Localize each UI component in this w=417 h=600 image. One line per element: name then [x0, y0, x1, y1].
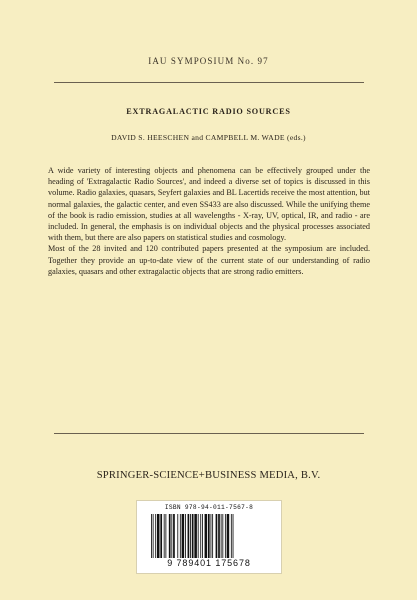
barcode-bar — [202, 514, 203, 558]
barcode-bar — [151, 514, 152, 558]
barcode-bar — [192, 514, 194, 558]
barcode-bar — [225, 514, 226, 558]
barcode-bar — [233, 514, 234, 558]
barcode-bar — [218, 514, 220, 558]
barcode-bar — [164, 514, 165, 558]
editors-line: DAVID S. HEESCHEN and CAMPBELL M. WADE (eds.) — [111, 133, 306, 142]
barcode-bar — [157, 514, 160, 558]
barcode-bar — [205, 514, 208, 558]
barcode-bar — [190, 514, 191, 558]
book-title: EXTRAGALACTIC RADIO SOURCES — [126, 107, 291, 116]
description-paragraph-2: Most of the 28 invited and 120 contributed papers presented at the symposium are included. Together they provide an up-to-date view of the current state of our understanding of radio galaxies, quasars and other extragalactic objects that are strong radio emitters. — [48, 244, 370, 276]
barcode-bar — [155, 514, 156, 558]
barcode-bar — [200, 514, 201, 558]
barcode-bar — [180, 514, 181, 558]
bottom-divider — [54, 433, 364, 434]
barcode-image — [151, 514, 269, 558]
barcode-bar — [182, 514, 185, 558]
barcode-label — [136, 500, 282, 574]
barcode-bar — [153, 514, 154, 558]
barcode-bar — [211, 514, 212, 558]
barcode-digits: 9 789401 175678 — [167, 558, 251, 568]
barcode-bar — [171, 514, 172, 558]
top-divider — [54, 82, 364, 83]
barcode-bar — [208, 514, 210, 558]
barcode-bar — [188, 514, 190, 558]
isbn-text: ISBN 978-94-011-7567-8 — [164, 504, 254, 511]
barcode-bar — [160, 514, 162, 558]
barcode-bar — [227, 514, 230, 558]
barcode-bar — [177, 514, 178, 558]
publisher-name: SPRINGER-SCIENCE+BUSINESS MEDIA, B.V. — [96, 470, 321, 481]
barcode-bar — [221, 514, 222, 558]
barcode-bar — [222, 514, 223, 558]
series-label: IAU SYMPOSIUM No. 97 — [148, 56, 269, 66]
barcode-bar — [185, 514, 186, 558]
barcode-bar — [194, 514, 197, 558]
barcode-bar — [212, 514, 213, 558]
description — [48, 165, 370, 277]
barcode-bar — [198, 514, 199, 558]
barcode-bar — [216, 514, 218, 558]
barcode-bar — [169, 514, 171, 558]
barcode-bar — [165, 514, 166, 558]
barcode-bar — [231, 514, 232, 558]
barcode-bar — [173, 514, 175, 558]
description-paragraph-1: A wide variety of interesting objects and phenomena can be effectively grouped under the heading of 'Extragalactic Radio Sources', and indeed a diverse set of topics is discussed in this volume. Radio galaxies, quasars, Seyfert galaxies and BL Lacertids receive the most attention, but normal galaxies, the galactic center, and even SS433 are also discussed. While the unifying theme of the book is radio emission, studies at all wavelengths - X-ray, UV, optical, IR, and radio - are included. In general, the emphasis is on individual objects and the physical processes associated with them, but there are also papers on statistical studies and cosmology. — [48, 166, 370, 243]
